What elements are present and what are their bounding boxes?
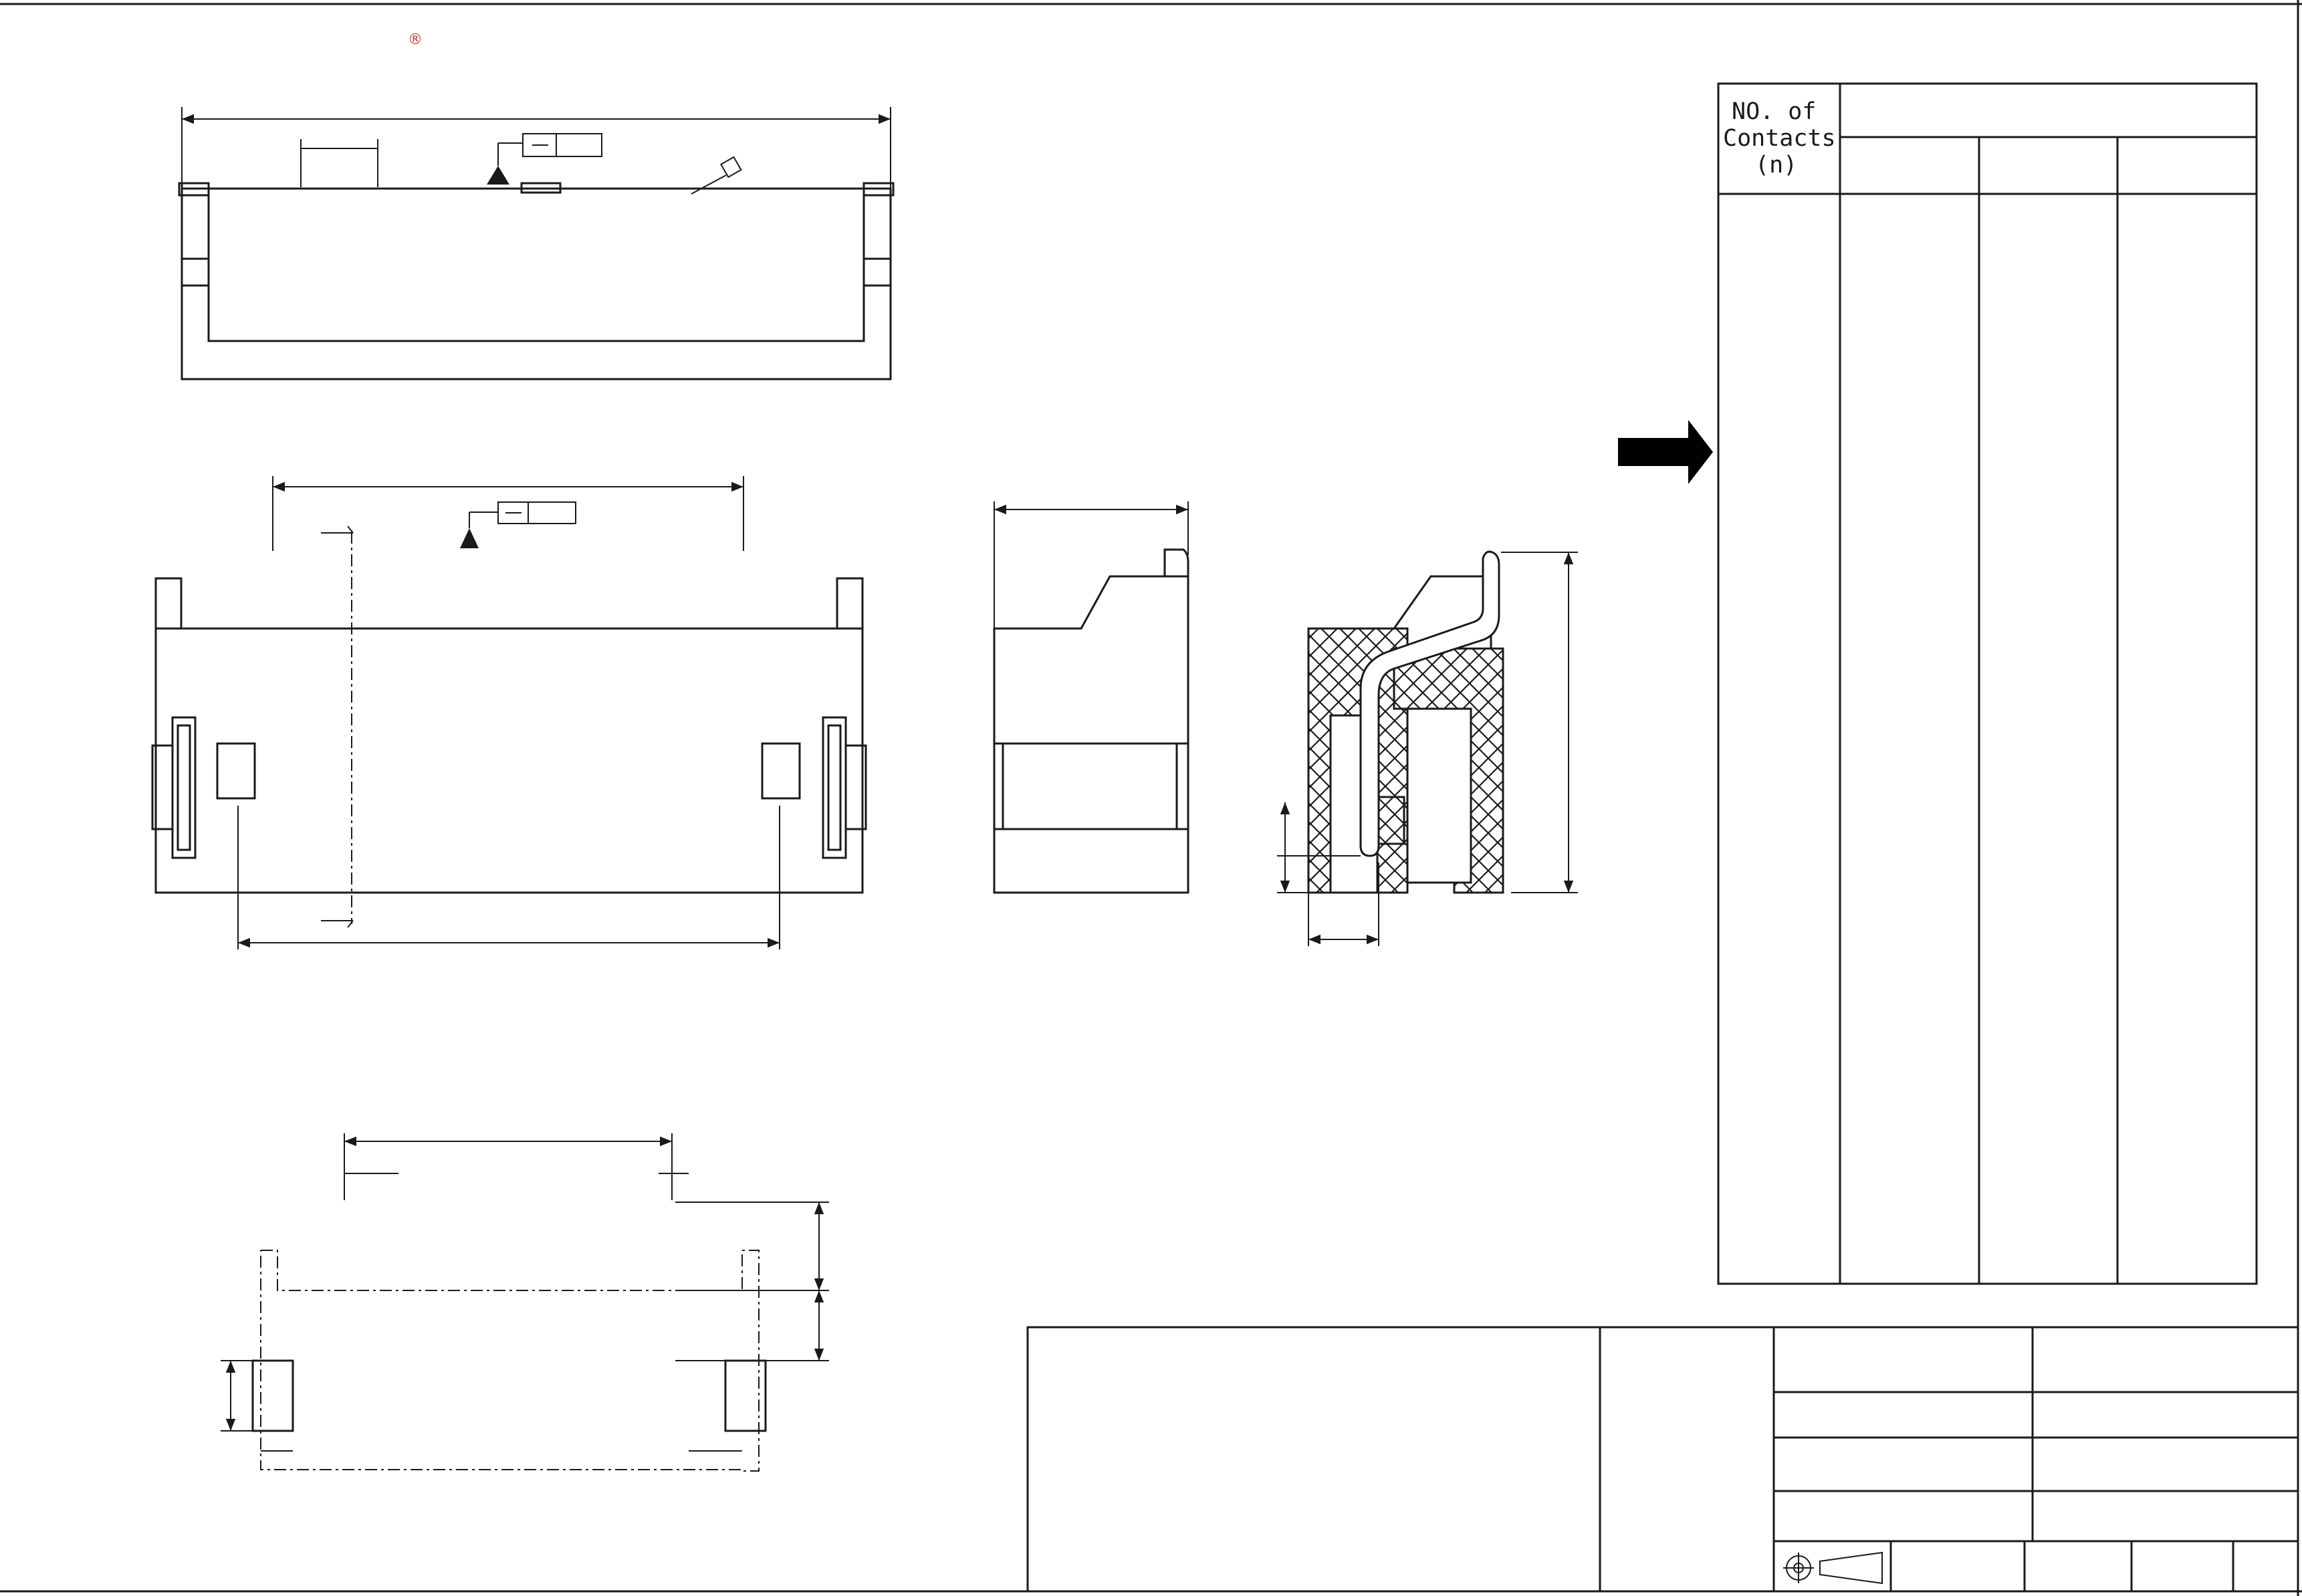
projection-symbol — [1783, 1553, 1882, 1583]
side-view — [994, 501, 1188, 893]
header-contacts-line3: (n) — [1755, 152, 1798, 179]
dimension-table — [1718, 84, 2257, 1284]
section-a-a — [1277, 552, 1578, 946]
title-block — [1028, 1327, 2298, 1591]
header-contacts-line2: Contacts — [1723, 125, 1836, 152]
registered-mark: ® — [408, 31, 423, 48]
header-contacts-line1: NO. of — [1732, 98, 1817, 125]
row-pointer-arrow — [1618, 420, 1713, 484]
pcb-layout — [221, 1133, 829, 1471]
top-view — [179, 107, 893, 379]
front-view — [152, 476, 866, 949]
